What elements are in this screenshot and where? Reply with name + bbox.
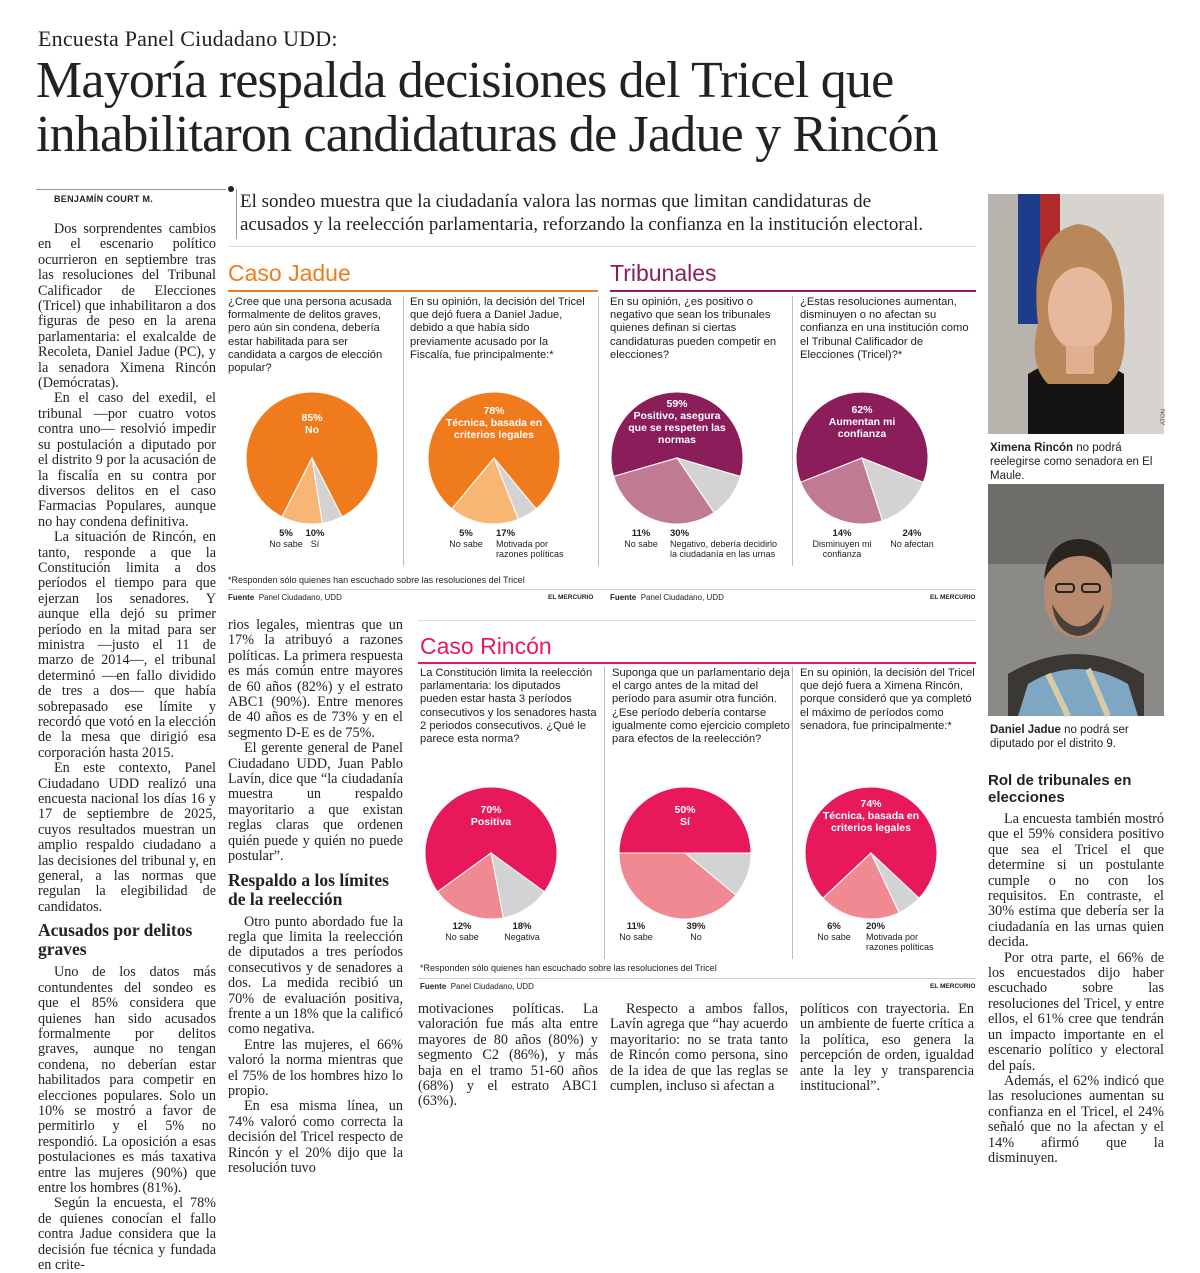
- paragraph: En el caso del exedil, el tribunal —por cuatro votos contra uno— resolvió impedir su postulación a diputado por el distrito 9 por la acusación de la fiscalía en su contra por diversos delitos en el caso Farmacias Populares, aunque no hay condena definitiva.: [38, 390, 216, 530]
- source-label: Fuente: [420, 982, 447, 991]
- source-rule: [418, 978, 976, 979]
- paragraph: El gerente general de Panel Ciudadano UDD, Juan Pablo Lavín, dice que “la ciudadanía muestra un respaldo mayoritario a que existan reglas claras que ordenen quién puede y quién no puede postular”.: [228, 740, 403, 865]
- byline: BENJAMÍN COURT M.: [54, 194, 154, 204]
- divider: [598, 296, 599, 566]
- sidebar-heading: Rol de tribunales en elecciones: [988, 772, 1132, 806]
- caption-name: Ximena Rincón: [990, 442, 1074, 454]
- slice-label: [670, 528, 782, 559]
- paragraph: Según la encuesta, el 78% de quienes conocían el fallo contra Jadue considera que la decisión fue técnica y fundada en crite-: [38, 1195, 216, 1273]
- deck-line-1: El sondeo muestra que la ciudadanía valora las normas que limitan candidaturas de: [240, 191, 872, 212]
- pie-main-label: [449, 804, 533, 828]
- tribunales-title: Tribunales: [610, 260, 717, 286]
- slice-text: No sabe: [269, 539, 303, 549]
- paragraph: Otro punto abordado fue la regla que limita la reelección de diputados a tres períodos consecutivos y de senadores a dos. La medida recibió un 70% de evaluación positiva, frente a un 18% que la calificó como negativa.: [228, 913, 403, 1038]
- pie-main-text: Técnica, basada en criterios legales: [822, 810, 920, 834]
- question-tribunales-1: En su opinión, ¿es positivo o negativo que sean los tribunales quienes definan si ciertas candidaturas pueden competir en elecciones?: [610, 296, 777, 361]
- graphic-rincon-top-rule: [418, 620, 976, 621]
- slice-text: No sabe: [624, 539, 658, 549]
- pie-main-text: No: [305, 424, 319, 436]
- pie-main-label: [821, 798, 921, 834]
- slice-label: [492, 921, 552, 942]
- photo-daniel-jadue: [988, 484, 1164, 716]
- slice-text: No sabe: [817, 932, 851, 942]
- pie-main-label: [627, 398, 727, 446]
- divider: [604, 667, 605, 959]
- slice-label: [436, 528, 496, 549]
- deck-rule: [236, 189, 237, 239]
- byline-dot: [228, 186, 234, 192]
- source-text: Panel Ciudadano, UDD: [450, 982, 534, 991]
- question-tribunales-2: ¿Estas resoluciones aumentan, disminuyen o no afectan su confianza en una institución como el Tribunal Calificador de Elecciones (Tricel)?*: [800, 296, 969, 361]
- slice-label: [496, 528, 576, 559]
- headline-line-2: inhabilitaron candidaturas de Jadue y Rincón: [36, 106, 938, 163]
- slice-label: [806, 921, 862, 942]
- pie-main-pct: 59%: [666, 398, 688, 410]
- sidebar-column: [988, 772, 1164, 1166]
- slice-pct: 12%: [452, 921, 472, 932]
- slice-label: [290, 528, 340, 549]
- deck: [240, 190, 980, 236]
- paragraph: Uno de los datos más contundentes del sondeo es que el 85% considera que quienes han sido acusados formalmente por delitos graves, aunque no tengan condena, no deberían estar habilitados para competir en elecciones populares. Solo un 10% se mostró a favor de permitirlo y el 5% no respondió. La oposición a esas postulaciones es más taxativa entre las mujeres (90%) que entre los hombres (81%).: [38, 964, 216, 1196]
- slice-text: Disminuyen mi confianza: [812, 539, 872, 559]
- paragraph: En este contexto, Panel Ciudadano UDD realizó una encuesta nacional los días 16 y 17 de septiembre de 2025, cuyos resultados muestran un amplio respaldo ciudadano a las decisiones del tribunal y, en general, a las normas que regulan la elegibilidad de candidatos.: [38, 760, 216, 915]
- slice-text: Motivada por razones políticas: [496, 539, 564, 559]
- question-rincon-2: Suponga que un parlamentario deja el cargo antes de la mitad del período para asumir otra función. ¿Ese período debería contarse igualmente como ejercicio completo para efectos de la reelección?: [612, 667, 790, 746]
- divider: [403, 296, 404, 566]
- pie-main-text: Sí: [680, 816, 690, 828]
- pie-main-pct: 85%: [301, 412, 323, 424]
- source-text: Panel Ciudadano, UDD: [640, 593, 724, 602]
- slice-label: [676, 921, 716, 942]
- article-column-2: [228, 618, 403, 1176]
- portrait-jadue-illustration: [988, 484, 1164, 716]
- kicker: Encuesta Panel Ciudadano UDD:: [38, 26, 338, 51]
- pie-main-pct: 74%: [860, 798, 882, 810]
- headline-line-1: Mayoría respalda decisiones del Tricel que: [36, 52, 894, 109]
- caso-rincon-title: Caso Rincón: [420, 633, 552, 659]
- brand: EL MERCURIO: [930, 983, 976, 990]
- paragraph: políticos con trayectoria. En un ambiente de fuerte crítica a la política, eso genera la percepción de orden, igualdad ante la ley y transparencia institucional”.: [800, 1001, 974, 1095]
- slice-pct: 14%: [832, 528, 852, 539]
- photo-ximena-rincon: [988, 194, 1167, 434]
- portrait-rincon-illustration: [988, 194, 1164, 434]
- question-rincon-1: La Constitución limita la reelección parlamentaria: los diputados pueden estar hasta 3 períodos consecutivos y los senadores hasta 2 periodos consecutivos. ¿Qué le parece esta norma?: [420, 667, 597, 746]
- slice-pct: 11%: [631, 528, 651, 539]
- slice-text: No: [690, 932, 702, 942]
- paragraph: La situación de Rincón, en tanto, responde a que la Constitución limita a dos períodos el tiempo para que ejerzan los senadores. Y aunque ella dejó su primer período en la mitad para ser ministra —justo el 11 de marzo de 2014—, el tribunal determinó —en fallo dividido de tres a dos— que había sobrepasado ese límite y recordó que votó en la elección de la mesa que dirigió esa corporación hasta 2015.: [38, 529, 216, 761]
- slice-pct: 20%: [866, 921, 886, 932]
- pie-main-text: Positiva: [470, 816, 512, 828]
- pie-main-text: Técnica, basada en criterios legales: [445, 417, 543, 441]
- source-label: Fuente: [228, 593, 255, 602]
- slice-text: Sí: [310, 539, 320, 549]
- slice-pct: 11%: [626, 921, 646, 932]
- slice-text: Negativo, debería decidirlo la ciudadanía en las urnas: [670, 539, 778, 559]
- slice-pct: 18%: [512, 921, 532, 932]
- brand: EL MERCURIO: [930, 594, 976, 601]
- question-rincon-3: En su opinión, la decisión del Tricel que dejó fuera a Ximena Rincón, porque consideró que ya completó el máximo de períodos como senadora, fue principalmente:*: [800, 667, 975, 732]
- paragraph: Entre las mujeres, el 66% valoró la norma mientras que el 75% de los hombres hizo lo propio.: [228, 1036, 403, 1099]
- brand: EL MERCURIO: [548, 594, 594, 601]
- byline-rule: [36, 189, 226, 190]
- slice-pct: 10%: [305, 528, 325, 539]
- source-text: Panel Ciudadano, UDD: [258, 593, 342, 602]
- slice-text: Motivada por razones políticas: [866, 932, 934, 952]
- deck-line-2: acusados y la reelección parlamentaria, reforzando la confianza en la institución electoral.: [240, 214, 924, 235]
- article-column-5: [800, 1002, 974, 1094]
- slice-pct: 24%: [902, 528, 922, 539]
- paragraph: rios legales, mientras que un 17% la atribuyó a razones políticas. La primera respuesta es más común entre mayores de 60 años (82%) y el estrato ABC1 (90%). Entre menores de 40 años es de 73% y en el segmento D-E es de 75%.: [228, 617, 403, 741]
- caption-name: Daniel Jadue: [990, 724, 1061, 736]
- slice-label: [616, 528, 666, 549]
- pie-main-pct: 62%: [851, 404, 873, 416]
- slice-pct: 5%: [459, 528, 473, 539]
- caso-rincon-rule: [418, 662, 976, 664]
- caso-jadue-rule: [228, 290, 598, 292]
- source-line: [420, 982, 534, 991]
- subheading-acusados: Acusados por delitos graves: [38, 920, 193, 960]
- pie-main-label: [270, 412, 354, 436]
- source-label: Fuente: [610, 593, 637, 602]
- source-line: [610, 593, 724, 602]
- caption-jadue: [990, 723, 1166, 751]
- slice-pct: 6%: [827, 921, 841, 932]
- paragraph: Además, el 62% indicó que las resoluciones aumentan su confianza en el Tricel, el 24% señaló que no la afectan y el 14% afirmó que la disminuyen.: [988, 1072, 1164, 1166]
- slice-text: No afectan: [890, 539, 934, 549]
- article-column-4: [610, 1002, 788, 1094]
- slice-label: [432, 921, 492, 942]
- paragraph: En esa misma línea, un 74% valoró como correcta la decisión del Tricel respecto de Rincón y el 20% dijo que la resolución tuvo: [228, 1098, 403, 1176]
- question-jadue-1: ¿Cree que una persona acusada formalmente de delitos graves, pero aún sin condena, debería estar habilitada para ser candidata a cargos de elección popular?: [228, 296, 392, 375]
- pie-main-pct: 70%: [480, 804, 502, 816]
- article-column-1: [38, 222, 216, 1273]
- slice-label: [812, 528, 872, 559]
- slice-label: [608, 921, 664, 942]
- tribunales-rule: [610, 290, 976, 292]
- paragraph: La encuesta también mostró que el 59% considera positivo que sea el Tricel el que determine si un postulante cumple o no con los requisitos. En contraste, el 30% estima que debería ser la ciudadanía en las urnas quien decida.: [988, 811, 1164, 951]
- slice-text: No sabe: [449, 539, 483, 549]
- slice-pct: 39%: [686, 921, 706, 932]
- slice-label: [866, 921, 946, 952]
- pie-main-pct: 50%: [674, 804, 696, 816]
- footnote-bottom: *Responden sólo quienes han escuchado sobre las resoluciones del Tricel: [420, 963, 717, 973]
- pie-main-label: [817, 404, 907, 440]
- divider: [792, 667, 793, 959]
- paragraph: Por otra parte, el 66% de los encuestados dijo haber escuchado sobre las resoluciones del Tricel, y entre ellos, el 61% cree que tendrán un impacto importante en el escenario político y electoral del país.: [988, 949, 1164, 1074]
- pie-main-label: [643, 804, 727, 828]
- subheading-respaldo: Respaldo a los límites de la reelección: [228, 869, 389, 909]
- pie-main-text: Aumentan mi confianza: [828, 416, 896, 440]
- source-rule: [228, 589, 976, 590]
- photo-credit: ATON: [1161, 409, 1167, 426]
- article-column-3: [418, 1002, 598, 1110]
- pie-main-pct: 78%: [483, 405, 505, 417]
- slice-text: No sabe: [619, 932, 653, 942]
- caso-jadue-title: Caso Jadue: [228, 260, 351, 286]
- paragraph: motivaciones políticas. La valoración fue más alta entre mayores de 80 años (80%) y segmento C2 (86%), y más baja en el tramo 51-60 años (68%) y el estrato ABC1 (63%).: [418, 1001, 598, 1110]
- slice-pct: 17%: [496, 528, 516, 539]
- source-line: [228, 593, 342, 602]
- graphic-top-rule: [228, 246, 976, 247]
- headline: [36, 54, 1176, 162]
- paragraph: Respecto a ambos fallos, Lavín agrega que “hay acuerdo mayoritario: no se trata tanto de Rincón como persona, sino de la idea de que las reglas se cumplen, incluso si afectan a: [610, 1001, 788, 1095]
- slice-label: [882, 528, 942, 549]
- slice-pct: 30%: [670, 528, 690, 539]
- paragraph: Dos sorprendentes cambios en el escenario político ocurrieron en septiembre tras las resoluciones del Tribunal Calificador de Elecciones (Tricel) que inhabilitaron a dos figuras de peso en la arena parlamentaria: el exalcalde de Recoleta, Daniel Jadue (PC), y la senadora Ximena Rincón (Demócratas).: [38, 221, 216, 392]
- slice-pct: 5%: [279, 528, 293, 539]
- caption-text: no podrá ser diputado por el distrito 9.: [990, 724, 1129, 750]
- slice-text: No sabe: [445, 932, 479, 942]
- pie-main-label: [444, 405, 544, 441]
- question-jadue-2: En su opinión, la decisión del Tricel que dejó fuera a Daniel Jadue, debido a que había sido previamente acusado por la Fiscalía, fue principalmente:*: [410, 296, 585, 361]
- slice-text: Negativa: [504, 932, 540, 942]
- footnote-top: *Responden sólo quienes han escuchado sobre las resoluciones del Tricel: [228, 575, 525, 585]
- divider: [792, 296, 793, 566]
- caption-text: no podrá reelegirse como senadora en El Maule.: [990, 442, 1153, 482]
- caption-rincon: [990, 441, 1166, 483]
- pie-main-text: Positivo, asegura que se respeten las normas: [628, 410, 726, 446]
